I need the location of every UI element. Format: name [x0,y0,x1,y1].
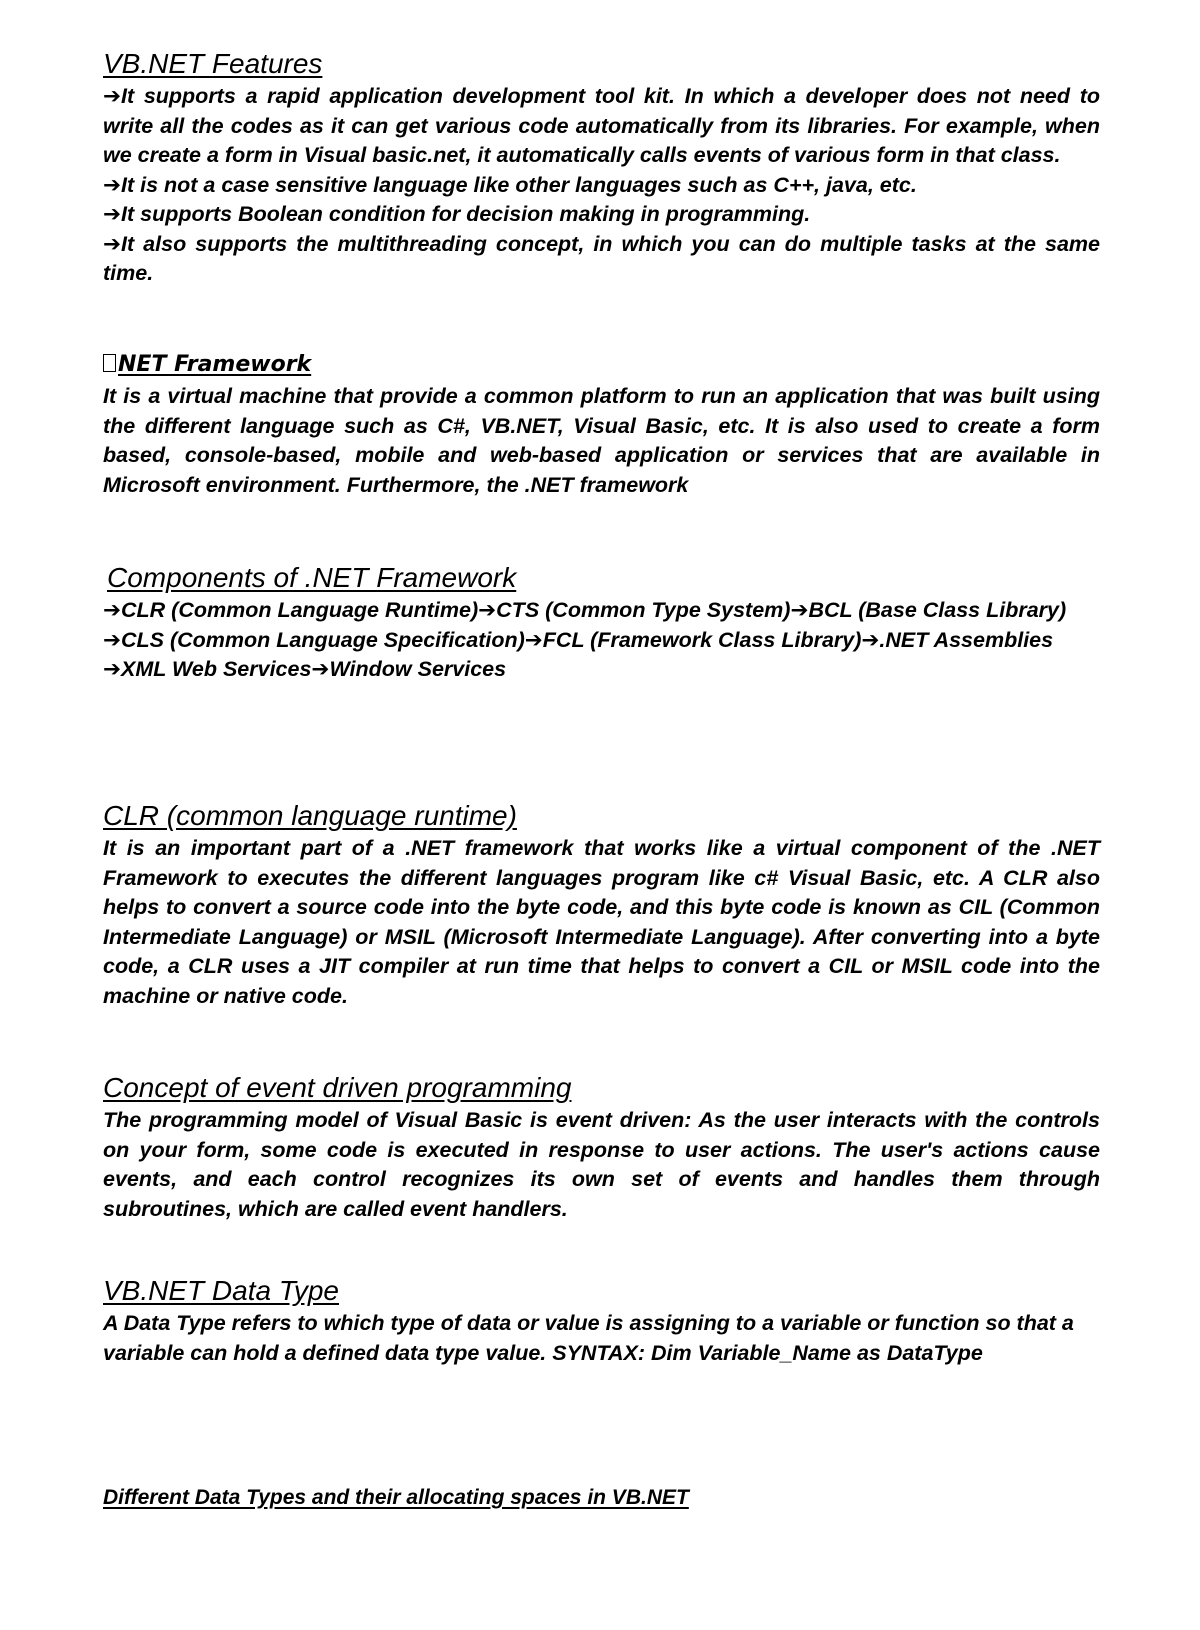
data-type-line-1: A Data Type refers to which type of data or value is assigning to a variable or function so that a [103,1311,1074,1335]
feature-item-rad [103,82,1100,171]
section-data-types-list [103,1485,1100,1513]
heading-vbnet-features: VB.NET Features [103,48,323,79]
framework-body: It is a virtual machine that provide a common platform to run an application that was built using the different language such as C#, VB.NET, Visual Basic, etc. It is also used to create a form based, console-based, mobile and web-based application or services that are available in Microsoft environment. Furthermore, the .NET framework [103,384,1100,497]
heading-data-type: VB.NET Data Type [103,1275,340,1306]
arrow-right-icon: ➔ [524,627,543,652]
component-assemblies: .NET Assemblies [879,627,1054,652]
feature-text: It also supports the multithreading concept, in which you can do multiple tasks at the same time. [103,231,1100,285]
section-event-driven [103,1072,1100,1224]
clr-body: It is an important part of a .NET framework that works like a virtual component of the .NET Framework to executes the different languages program like c# Visual Basic, etc. A CLR also helps to convert a source code into the byte code, and this byte code is known as CIL (Common Intermediate Language) or MSIL (Microsoft Intermediate Language). After converting into a byte code, a CLR uses a JIT compiler at run time that helps to convert a CIL or MSIL code into the machine or native code. [103,836,1100,1008]
event-driven-body: The programming model of Visual Basic is event driven: As the user interacts with the controls on your form, some code is executed in response to user actions. The user's actions cause events, and each control recognizes its own set of events and handles them through subroutines, which are called event handlers. [103,1108,1100,1221]
arrow-right-icon: ➔ [103,657,122,681]
feature-text: It supports Boolean condition for decision making in programming. [121,202,811,226]
components-line-2 [103,626,1100,656]
heading-clr: CLR (common language runtime) [103,800,517,831]
data-type-line-2: variable can hold a defined data type value. SYNTAX: Dim Variable_Name as DataType [103,1340,983,1365]
arrow-right-icon: ➔ [103,84,122,108]
feature-item-case [103,171,1100,201]
arrow-right-icon: ➔ [861,627,880,652]
heading-event-driven: Concept of event driven programming [103,1072,572,1103]
arrow-right-icon: ➔ [478,598,497,622]
arrow-right-icon: ➔ [103,202,122,226]
arrow-right-icon: ➔ [103,627,122,652]
components-line-3 [103,655,1100,685]
heading-text: NET Framework [118,352,312,377]
arrow-right-icon: ➔ [103,231,122,256]
component-bcl: BCL (Base Class Library) [808,598,1067,622]
component-cls: CLS (Common Language Specification) [121,627,525,652]
heading-components: Components of .NET Framework [107,562,517,593]
components-line-1 [103,596,1100,626]
arrow-right-icon: ➔ [311,657,330,681]
section-net-framework [103,352,1100,500]
component-fcl: FCL (Framework Class Library) [542,627,862,652]
feature-text: It is not a case sensitive language like other languages such as C++, java, etc. [121,172,917,197]
arrow-right-icon: ➔ [103,598,122,622]
component-cts: CTS (Common Type System) [496,598,791,622]
feature-item-multithreading [103,230,1100,289]
heading-data-types-list: Different Data Types and their allocating spaces in VB.NET [103,1486,689,1509]
arrow-right-icon: ➔ [103,172,122,197]
missing-glyph-icon [103,354,116,372]
feature-item-boolean [103,200,1100,230]
section-vbnet-features [103,48,1100,289]
heading-net-framework [103,352,1100,378]
section-components [103,562,1100,685]
feature-text: It supports a rapid application development tool kit. In which a developer does not need to write all the codes as it can get various code automatically from its libraries. For example, when we create a form in Visual basic.net, it automatically calls events of various form in that class. [103,84,1100,167]
arrow-right-icon: ➔ [790,598,809,622]
component-xml-web-services: XML Web Services [121,657,312,681]
section-data-type [103,1275,1100,1368]
component-clr: CLR (Common Language Runtime) [121,598,479,622]
section-clr [103,800,1100,1011]
component-window-services: Window Services [329,657,507,681]
